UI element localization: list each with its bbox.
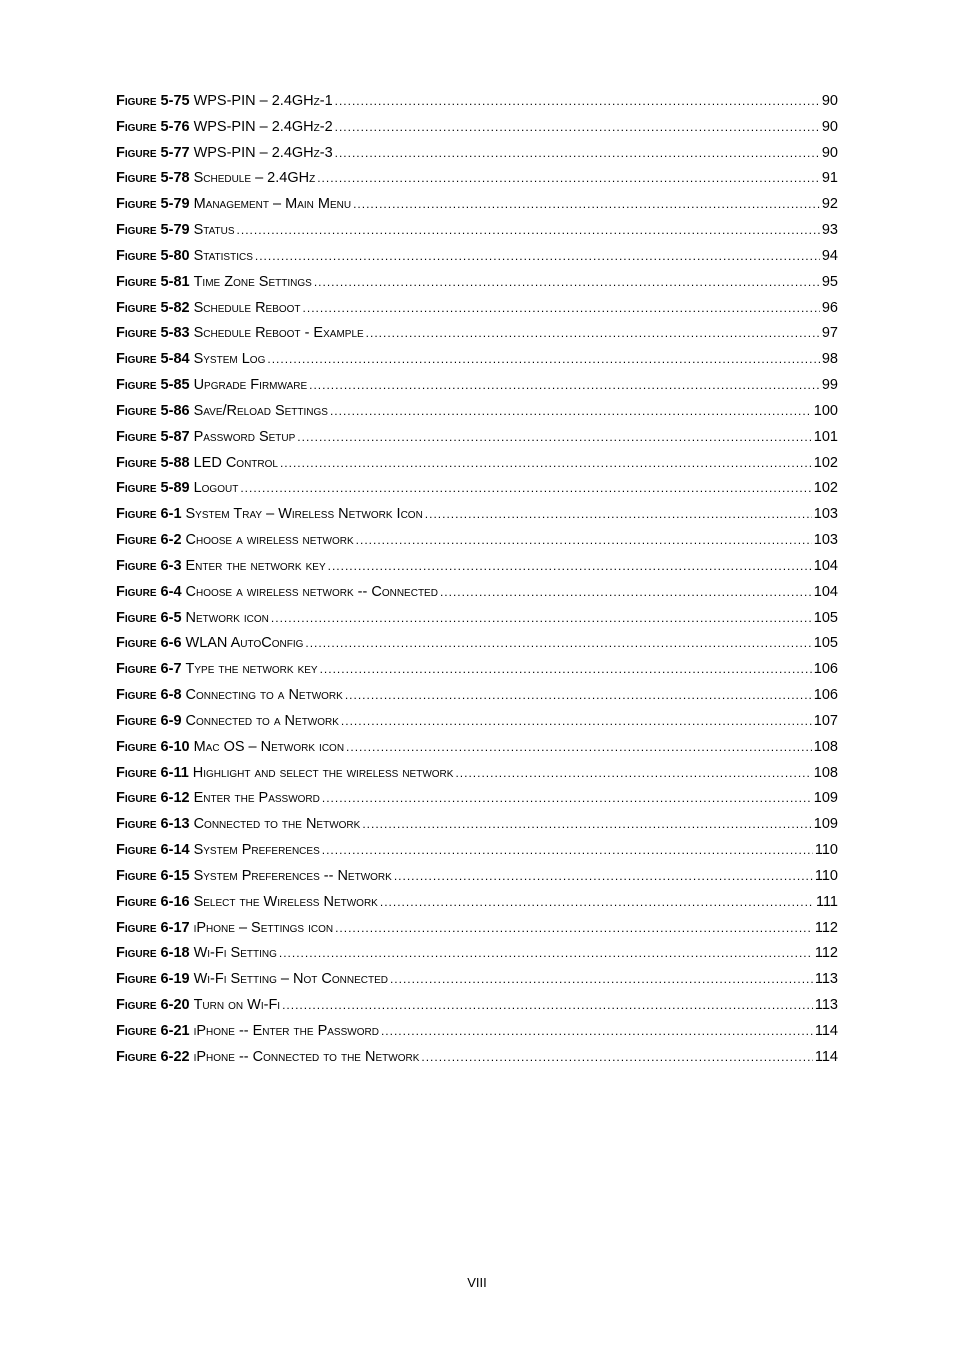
toc-entry[interactable]: [116, 93, 838, 119]
figure-title: iPhone -- Connected to the Network: [193, 1048, 420, 1065]
figure-title: Wi-Fi Setting: [193, 945, 277, 962]
page-ref: 93: [821, 222, 838, 239]
toc-entry[interactable]: [116, 145, 838, 171]
page-ref: 90: [821, 93, 838, 109]
figure-title: iPhone -- Enter the Password: [193, 1022, 379, 1039]
dot-leader: [317, 171, 820, 185]
figure-title: Select the Wireless Network: [193, 893, 378, 910]
figure-label: Figure 6-21: [116, 1022, 190, 1039]
figure-title: Statistics: [193, 247, 253, 264]
figure-title: System Preferences -- Network: [193, 867, 392, 884]
page-ref: 96: [821, 299, 838, 316]
figure-title: Connecting to a Network: [185, 687, 343, 704]
toc-entry[interactable]: [116, 222, 838, 248]
figure-label: Figure 5-87: [116, 428, 190, 445]
page-ref: 109: [813, 816, 838, 833]
toc-entry[interactable]: [116, 1023, 838, 1049]
dot-leader: [322, 791, 812, 805]
toc-entry[interactable]: [116, 170, 838, 196]
dot-leader: [309, 378, 820, 392]
figure-label: Figure 5-76: [116, 118, 190, 135]
toc-entry[interactable]: [116, 790, 838, 816]
toc-entry[interactable]: [116, 248, 838, 274]
page-ref: 90: [821, 118, 838, 135]
dot-leader: [362, 817, 811, 831]
figure-label: Figure 5-77: [116, 144, 190, 161]
figure-title: Choose a wireless network -- Connected: [185, 583, 438, 600]
page-ref: 102: [813, 454, 838, 471]
toc-entry[interactable]: [116, 480, 838, 506]
dot-leader: [305, 636, 811, 650]
page-ref: 105: [813, 635, 838, 652]
dot-leader: [335, 921, 813, 935]
toc-entry[interactable]: [116, 868, 838, 894]
figure-title: iPhone – Settings icon: [193, 919, 334, 936]
figure-title: System Preferences: [193, 842, 320, 859]
figure-label: Figure 5-88: [116, 454, 190, 471]
toc-entry[interactable]: [116, 325, 838, 351]
page-ref: 110: [814, 842, 838, 859]
figure-label: Figure 5-79: [116, 222, 190, 239]
toc-entry[interactable]: [116, 532, 838, 558]
dot-leader: [353, 197, 820, 211]
figure-title: LED Control: [193, 454, 278, 471]
page-ref: 100: [813, 402, 838, 419]
figure-label: Figure 5-86: [116, 402, 190, 419]
dot-leader: [381, 1024, 813, 1038]
toc-entry[interactable]: [116, 455, 838, 481]
toc-entry[interactable]: [116, 635, 838, 661]
dot-leader: [255, 249, 820, 263]
figure-title: Enter the Password: [193, 790, 320, 807]
page-ref: 106: [813, 661, 838, 678]
figure-title: System Log: [193, 351, 266, 368]
toc-entry[interactable]: [116, 1049, 838, 1075]
figure-label: Figure 5-78: [116, 170, 190, 187]
toc-entry[interactable]: [116, 816, 838, 842]
figure-label: Figure 6-15: [116, 867, 190, 884]
figure-label: Figure 6-18: [116, 945, 190, 962]
figure-title: Time Zone Settings: [193, 273, 312, 290]
page-ref: 111: [815, 893, 838, 910]
figure-title: Choose a wireless network: [185, 532, 354, 549]
toc-entry[interactable]: [116, 377, 838, 403]
page-ref: 107: [813, 712, 838, 729]
dot-leader: [237, 223, 820, 237]
figure-label: Figure 6-3: [116, 557, 182, 574]
dot-leader: [366, 326, 820, 340]
dot-leader: [267, 352, 820, 366]
figure-label: Figure 6-14: [116, 842, 190, 859]
figure-label: Figure 5-85: [116, 377, 190, 394]
figure-title: Status: [193, 222, 235, 239]
dot-leader: [341, 714, 812, 728]
page-ref: 105: [813, 609, 838, 626]
page-ref: 114: [814, 1022, 838, 1039]
page-ref: 104: [813, 557, 838, 574]
dot-leader: [314, 275, 820, 289]
figure-label: Figure 5-81: [116, 273, 190, 290]
page-ref: 98: [821, 351, 838, 368]
page-ref: 114: [814, 1048, 838, 1065]
page-ref: 99: [821, 377, 838, 394]
figure-label: Figure 5-79: [116, 196, 190, 213]
toc-entry[interactable]: [116, 739, 838, 765]
page-ref: 91: [821, 170, 838, 187]
toc-entry[interactable]: [116, 765, 838, 791]
page-ref: 103: [813, 506, 838, 523]
dot-leader: [322, 843, 813, 857]
dot-leader: [346, 740, 812, 754]
figure-title: WPS-PIN – 2.4GHz-2: [193, 118, 333, 135]
toc-entry[interactable]: [116, 971, 838, 997]
figure-label: Figure 6-10: [116, 738, 190, 755]
figure-title: Schedule Reboot - Example: [193, 325, 364, 342]
figure-title: Turn on Wi-Fi: [193, 996, 281, 1013]
figure-label: Figure 5-75: [116, 93, 190, 109]
page-ref: 90: [821, 144, 838, 161]
page-ref: 112: [814, 919, 838, 936]
figure-label: Figure 5-84: [116, 351, 190, 368]
page-ref: 113: [814, 971, 838, 988]
dot-leader: [425, 507, 812, 521]
figure-title: Schedule – 2.4GHz: [193, 170, 316, 187]
figure-title: WPS-PIN – 2.4GHz-3: [193, 144, 333, 161]
page-number: VIII: [467, 1275, 487, 1290]
dot-leader: [390, 972, 813, 986]
page-ref: 106: [813, 687, 838, 704]
dot-leader: [280, 456, 812, 470]
dot-leader: [394, 869, 813, 883]
dot-leader: [279, 946, 813, 960]
figure-label: Figure 6-2: [116, 532, 182, 549]
dot-leader: [421, 1050, 813, 1064]
figure-title: Logout: [193, 480, 239, 497]
toc-entry[interactable]: [116, 997, 838, 1023]
figure-label: Figure 5-89: [116, 480, 190, 497]
figure-label: Figure 6-20: [116, 996, 190, 1013]
figure-label: Figure 5-80: [116, 247, 190, 264]
page-ref: 103: [813, 532, 838, 549]
page-ref: 94: [821, 247, 838, 264]
figure-label: Figure 6-17: [116, 919, 190, 936]
figure-title: Mac OS – Network icon: [193, 738, 345, 755]
page-ref: 104: [813, 583, 838, 600]
page-ref: 110: [814, 867, 838, 884]
dot-leader: [345, 688, 812, 702]
dot-leader: [303, 301, 820, 315]
toc-entry[interactable]: [116, 842, 838, 868]
figure-label: Figure 6-19: [116, 971, 190, 988]
toc-entry[interactable]: [116, 945, 838, 971]
figure-label: Figure 5-82: [116, 299, 190, 316]
dot-leader: [297, 430, 812, 444]
figure-title: Password Setup: [193, 428, 296, 445]
figure-title: WPS-PIN – 2.4GHz-1: [193, 93, 333, 109]
dot-leader: [440, 585, 812, 599]
toc-entry[interactable]: [116, 119, 838, 145]
dot-leader: [455, 766, 811, 780]
dot-leader: [271, 611, 812, 625]
toc-entry[interactable]: [116, 196, 838, 222]
page-ref: 108: [813, 764, 838, 781]
toc-entry[interactable]: [116, 584, 838, 610]
figure-title: Wi-Fi Setting – Not Connected: [193, 971, 388, 988]
figure-title: Save/Reload Settings: [193, 402, 328, 419]
toc-entry[interactable]: [116, 558, 838, 584]
toc-entry[interactable]: [116, 274, 838, 300]
figure-title: Management – Main Menu: [193, 196, 352, 213]
toc-entry[interactable]: [116, 429, 838, 455]
dot-leader: [380, 895, 814, 909]
figure-title: Highlight and select the wireless network: [192, 764, 454, 781]
page-ref: 97: [821, 325, 838, 342]
toc-entry[interactable]: [116, 300, 838, 326]
figure-title: Type the network key: [185, 661, 318, 678]
figure-label: Figure 6-5: [116, 609, 182, 626]
toc-entry[interactable]: [116, 687, 838, 713]
page-ref: 95: [821, 273, 838, 290]
figure-title: Connected to a Network: [185, 712, 339, 729]
figure-label: Figure 5-83: [116, 325, 190, 342]
figure-label: Figure 6-6: [116, 635, 182, 652]
toc-entry[interactable]: [116, 920, 838, 946]
dot-leader: [320, 662, 812, 676]
page-ref: 112: [814, 945, 838, 962]
page-ref: 108: [813, 738, 838, 755]
toc-entry[interactable]: [116, 713, 838, 739]
table-of-figures: [116, 93, 838, 1074]
figure-label: Figure 6-1: [116, 506, 182, 523]
dot-leader: [335, 94, 820, 108]
dot-leader: [335, 146, 820, 160]
figure-title: System Tray – Wireless Network Icon: [185, 506, 423, 523]
toc-entry[interactable]: [116, 894, 838, 920]
dot-leader: [282, 998, 813, 1012]
toc-entry[interactable]: [116, 351, 838, 377]
toc-entry[interactable]: [116, 506, 838, 532]
figure-title: Network icon: [185, 609, 269, 626]
toc-entry[interactable]: [116, 403, 838, 429]
page-ref: 101: [813, 428, 838, 445]
figure-label: Figure 6-9: [116, 712, 182, 729]
figure-label: Figure 6-22: [116, 1048, 190, 1065]
page-ref: 113: [814, 996, 838, 1013]
dot-leader: [328, 559, 812, 573]
figure-title: Connected to the Network: [193, 816, 361, 833]
toc-entry[interactable]: [116, 610, 838, 636]
figure-title: Upgrade Firmware: [193, 377, 308, 394]
figure-label: Figure 6-11: [116, 764, 189, 781]
dot-leader: [330, 404, 812, 418]
dot-leader: [240, 481, 811, 495]
page-ref: 92: [821, 196, 838, 213]
figure-title: WLAN AutoConfig: [185, 635, 304, 652]
figure-label: Figure 6-8: [116, 687, 182, 704]
page-ref: 102: [813, 480, 838, 497]
figure-label: Figure 6-12: [116, 790, 190, 807]
figure-label: Figure 6-16: [116, 893, 190, 910]
dot-leader: [335, 120, 820, 134]
figure-title: Schedule Reboot: [193, 299, 301, 316]
figure-label: Figure 6-7: [116, 661, 182, 678]
dot-leader: [356, 533, 812, 547]
figure-label: Figure 6-4: [116, 583, 182, 600]
figure-title: Enter the network key: [185, 557, 326, 574]
page-ref: 109: [813, 790, 838, 807]
figure-label: Figure 6-13: [116, 816, 190, 833]
toc-entry[interactable]: [116, 661, 838, 687]
